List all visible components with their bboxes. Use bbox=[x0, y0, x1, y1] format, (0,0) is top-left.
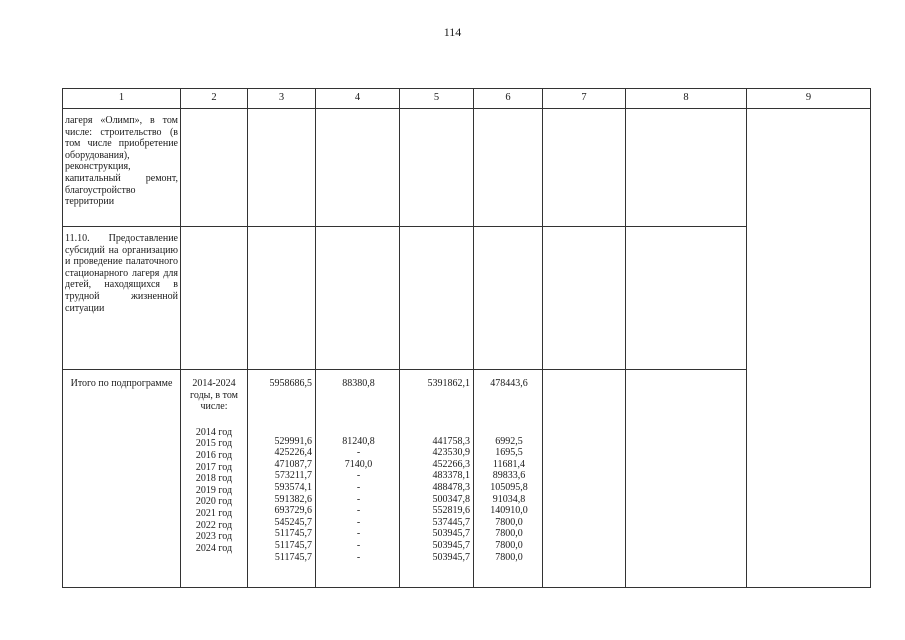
c6-year-value: 6992,5 bbox=[495, 435, 523, 447]
year-label: 2017 год bbox=[195, 461, 233, 473]
c5-year-value: 537445,7 bbox=[432, 516, 470, 528]
c6-year-value: 105095,8 bbox=[490, 481, 528, 493]
col5-values bbox=[400, 370, 474, 588]
c3-year-value: 471087,7 bbox=[274, 458, 312, 470]
c6-year-value: 7800,0 bbox=[495, 551, 523, 563]
period-label: 2014-2024 годы, в том числе: bbox=[190, 378, 238, 413]
header-row bbox=[63, 89, 871, 109]
c4-year-value: - bbox=[356, 481, 361, 493]
total-col5: 5391862,1 bbox=[427, 378, 470, 389]
c5-year-value: 552819,6 bbox=[432, 505, 470, 517]
total-label: Итого по подпрограмме bbox=[63, 370, 181, 588]
c3-year-value: 511745,7 bbox=[274, 539, 312, 551]
c4-year-value: - bbox=[356, 505, 361, 517]
col6-year-values bbox=[476, 436, 542, 564]
c5-year-value: 503945,7 bbox=[432, 528, 470, 540]
c4-year-value: - bbox=[356, 528, 361, 540]
header-col-8: 8 bbox=[626, 89, 747, 109]
col4-values bbox=[316, 370, 400, 588]
c6-year-value: 91034,8 bbox=[492, 493, 526, 505]
c6-year-value: 140910,0 bbox=[490, 505, 528, 517]
c5-year-value: 503945,7 bbox=[432, 539, 470, 551]
table-row bbox=[63, 109, 871, 227]
year-label: 2021 год bbox=[195, 507, 233, 519]
total-col6: 478443,6 bbox=[490, 378, 528, 389]
table-cell bbox=[543, 227, 626, 370]
year-label: 2018 год bbox=[195, 473, 233, 485]
c4-year-value: 7140,0 bbox=[344, 458, 373, 470]
c3-year-value: 593574,1 bbox=[274, 481, 312, 493]
c3-year-value: 545245,7 bbox=[274, 516, 312, 528]
period-cell bbox=[181, 370, 248, 588]
c3-year-value: 511745,7 bbox=[274, 528, 312, 540]
year-label: 2023 год bbox=[195, 531, 233, 543]
c5-year-value: 441758,3 bbox=[432, 435, 470, 447]
year-label: 2024 год bbox=[195, 542, 233, 554]
table-cell bbox=[543, 109, 626, 227]
header-col-7: 7 bbox=[543, 89, 626, 109]
table-cell bbox=[474, 227, 543, 370]
year-label: 2019 год bbox=[195, 484, 233, 496]
c6-year-value: 7800,0 bbox=[495, 528, 523, 540]
budget-table bbox=[62, 88, 871, 588]
table-cell bbox=[248, 227, 316, 370]
year-label: 2014 год bbox=[195, 426, 233, 438]
table-cell bbox=[248, 109, 316, 227]
row-description: 11.10. Предоставление субсидий на организацию и проведение палаточного стационарного лагеря для детей, находящихся в трудной жизненной ситуации bbox=[63, 227, 181, 370]
c4-year-value: - bbox=[356, 551, 361, 563]
col6-values bbox=[474, 370, 543, 588]
c4-year-value: - bbox=[356, 516, 361, 528]
row-description: лагеря «Олимп», в том числе: строительство (в том числе приобретение оборудования), реконструкция, капитальный ремонт, благоустройство территории bbox=[63, 109, 181, 227]
table-cell bbox=[626, 370, 747, 588]
year-label: 2016 год bbox=[195, 449, 233, 461]
c6-year-value: 1695,5 bbox=[495, 447, 523, 459]
year-label: 2020 год bbox=[195, 496, 233, 508]
table-cell bbox=[400, 227, 474, 370]
total-col3: 5958686,5 bbox=[269, 378, 312, 389]
c3-year-value: 573211,7 bbox=[274, 470, 312, 482]
c3-year-value: 425226,4 bbox=[274, 447, 312, 459]
col3-values bbox=[248, 370, 316, 588]
year-label: 2015 год bbox=[195, 438, 233, 450]
c4-year-value: 81240,8 bbox=[342, 435, 375, 447]
table-cell bbox=[400, 109, 474, 227]
table-cell bbox=[181, 227, 248, 370]
c5-year-value: 452266,3 bbox=[432, 458, 470, 470]
c6-year-value: 89833,6 bbox=[492, 470, 526, 482]
year-label: 2022 год bbox=[195, 519, 233, 531]
c6-year-value: 7800,0 bbox=[495, 516, 523, 528]
c6-year-value: 11681,4 bbox=[492, 458, 526, 470]
table-cell bbox=[543, 370, 626, 588]
table-cell bbox=[316, 109, 400, 227]
c5-year-value: 423530,9 bbox=[432, 447, 470, 459]
header-col-9: 9 bbox=[747, 89, 871, 109]
c4-year-value: - bbox=[356, 493, 361, 505]
table-cell bbox=[626, 227, 747, 370]
c3-year-value: 511745,7 bbox=[274, 551, 312, 563]
c5-year-value: 503945,7 bbox=[432, 551, 470, 563]
c3-year-value: 529991,6 bbox=[274, 435, 312, 447]
header-col-2: 2 bbox=[181, 89, 248, 109]
col5-year-values bbox=[402, 436, 470, 564]
header-col-1: 1 bbox=[63, 89, 181, 109]
c5-year-value: 500347,8 bbox=[432, 493, 470, 505]
col3-year-values bbox=[250, 436, 312, 564]
c6-year-value: 7800,0 bbox=[495, 539, 523, 551]
table-cell-col9 bbox=[747, 109, 871, 588]
c5-year-value: 488478,3 bbox=[432, 481, 470, 493]
year-list bbox=[181, 427, 247, 555]
table-cell bbox=[316, 227, 400, 370]
page-number: 114 bbox=[443, 25, 462, 39]
c4-year-value: - bbox=[356, 447, 361, 459]
header-col-6: 6 bbox=[474, 89, 543, 109]
total-col4: 88380,8 bbox=[342, 378, 375, 389]
col4-year-values bbox=[318, 436, 399, 564]
c5-year-value: 483378,1 bbox=[432, 470, 470, 482]
c4-year-value: - bbox=[356, 539, 361, 551]
header-col-5: 5 bbox=[400, 89, 474, 109]
header-col-3: 3 bbox=[248, 89, 316, 109]
table-cell bbox=[626, 109, 747, 227]
table-cell bbox=[181, 109, 248, 227]
header-col-4: 4 bbox=[316, 89, 400, 109]
c3-year-value: 591382,6 bbox=[274, 493, 312, 505]
c4-year-value: - bbox=[356, 470, 361, 482]
c3-year-value: 693729,6 bbox=[274, 505, 312, 517]
table-cell bbox=[474, 109, 543, 227]
